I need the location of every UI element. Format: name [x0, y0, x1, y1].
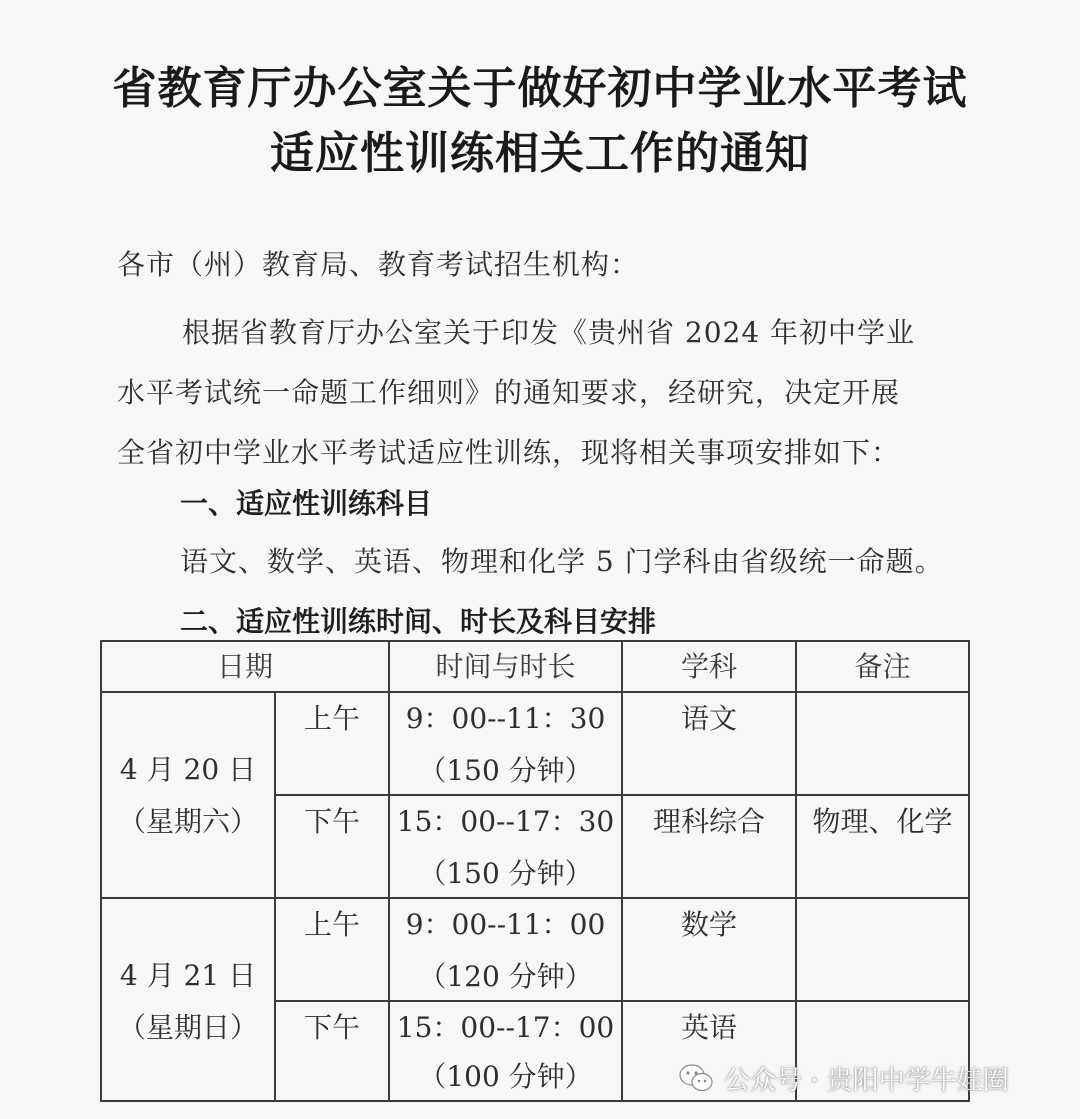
- day-2-date: 4 月 21 日: [119, 959, 257, 992]
- section-1-text: 语文、数学、英语、物理和化学 5 门学科由省级统一命题。: [180, 545, 944, 578]
- day-1-pm-duration: （150 分钟）: [418, 857, 593, 890]
- day-1-am-period: 上午: [303, 702, 360, 735]
- day-1-date: 4 月 20 日: [119, 753, 257, 786]
- addressee: 各市（州）教育局、教育考试招生机构：: [117, 248, 640, 281]
- section-1-heading: 一、适应性训练科目: [180, 487, 433, 520]
- day-2-pm-subject: 英语: [680, 1011, 737, 1044]
- day-2-pm-duration: （100 分钟）: [418, 1060, 593, 1093]
- header-note: 备注: [854, 650, 911, 683]
- watermark-text: 公众号 · 贵阳中学牛娃圈: [724, 1065, 1009, 1096]
- day-1-pm-time: 15：00--17：30: [396, 805, 615, 838]
- intro-line-2: 水平考试统一命题工作细则》的通知要求，经研究，决定开展: [117, 376, 901, 409]
- header-time: 时间与时长: [435, 650, 576, 683]
- day-1-am-time: 9：00--11：30: [405, 702, 606, 735]
- day-2-pm-period: 下午: [303, 1011, 360, 1044]
- header-date: 日期: [216, 650, 273, 683]
- day-2-am-period: 上午: [303, 908, 360, 941]
- day-2-am-time: 9：00--11：00: [405, 908, 606, 941]
- day-1-am-subject: 语文: [680, 702, 737, 735]
- header-subject: 学科: [680, 650, 737, 683]
- day-2-am-duration: （120 分钟）: [418, 960, 593, 993]
- intro-line-1: 根据省教育厅办公室关于印发《贵州省 2024 年初中学业: [182, 316, 916, 349]
- title-line-1: 省教育厅办公室关于做好初中学业水平考试: [112, 63, 968, 114]
- day-1-pm-subject: 理科综合: [652, 805, 765, 838]
- watermark: [678, 1058, 1058, 1098]
- intro-line-3: 全省初中学业水平考试适应性训练，现将相关事项安排如下：: [117, 436, 901, 469]
- day-2-am-subject: 数学: [680, 908, 737, 941]
- wechat-icon: [678, 1063, 714, 1093]
- day-1-weekday: （星期六）: [117, 805, 258, 838]
- day-1-am-duration: （150 分钟）: [418, 754, 593, 787]
- day-1-pm-note: 物理、化学: [812, 805, 953, 838]
- section-2-heading: 二、适应性训练时间、时长及科目安排: [180, 605, 657, 638]
- day-2-weekday: （星期日）: [117, 1011, 258, 1044]
- day-1-pm-period: 下午: [303, 805, 360, 838]
- day-2-pm-time: 15：00--17：00: [396, 1011, 615, 1044]
- title-line-2: 适应性训练相关工作的通知: [270, 128, 810, 179]
